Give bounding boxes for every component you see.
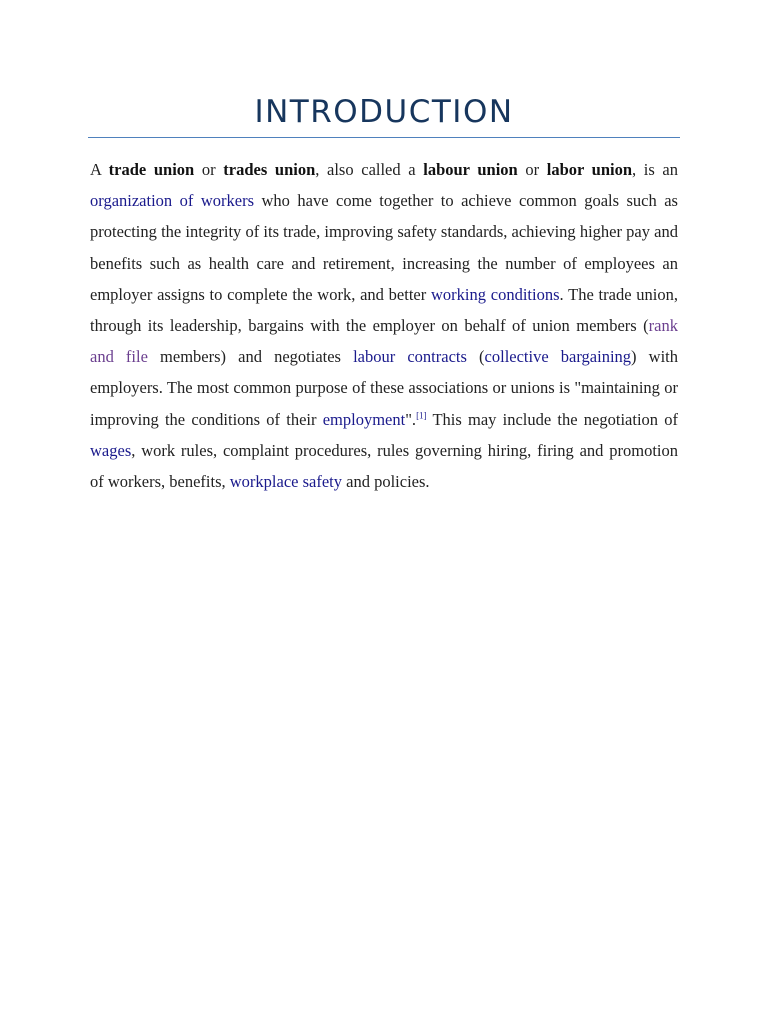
paragraph-text: who have come together to achieve common goals such as protecting the integrity of its trade, improving safety standards, achieving higher pay and benefits such as health care and retirement, increasing the number of employees an employer assigns to complete the work, and better [90,191,678,304]
paragraph-text: , is an [632,160,679,179]
inline-link[interactable]: organization of workers [90,191,255,211]
paragraph-text: , also called a [315,160,424,179]
inline-link[interactable]: employment [322,409,406,429]
paragraph-text: . The trade union, through its leadership, bargains with the employer on behalf of union members ( [90,284,678,336]
bold-term: labour union [423,160,518,179]
bold-term: labor union [546,160,633,179]
bold-term: trade union [108,160,195,179]
inline-link[interactable]: collective bargaining [484,347,632,367]
paragraph-text: or [517,160,547,179]
intro-paragraph [90,154,678,497]
citation-reference-link[interactable]: [1] [416,410,427,421]
paragraph-text: , work rules, complaint procedures, rules governing hiring, firing and promotion of workers, benefits, [90,440,678,492]
paragraph-text: ( [466,347,485,367]
inline-link[interactable]: working conditions [431,284,560,304]
inline-link[interactable]: wages [90,440,132,460]
paragraph-text: members) and negotiates [147,347,354,367]
inline-link[interactable]: rank and file [90,316,678,367]
inline-link[interactable]: labour contracts [353,347,467,367]
page-title: INTRODUCTION [254,94,514,130]
bold-term: trades union [223,160,316,179]
paragraph-text: A [90,160,109,179]
paragraph-text: This may include the negotiation of [426,409,678,429]
inline-link[interactable]: workplace safety [229,472,343,492]
paragraph-text: or [194,160,224,179]
paragraph-text: and policies. [342,472,430,492]
paragraph-text: ". [405,409,417,429]
title-underline [88,137,680,138]
paragraph-text: ) with employers. The most common purpose of these associations or unions is "maintaining or improving the conditions of their [90,347,678,429]
